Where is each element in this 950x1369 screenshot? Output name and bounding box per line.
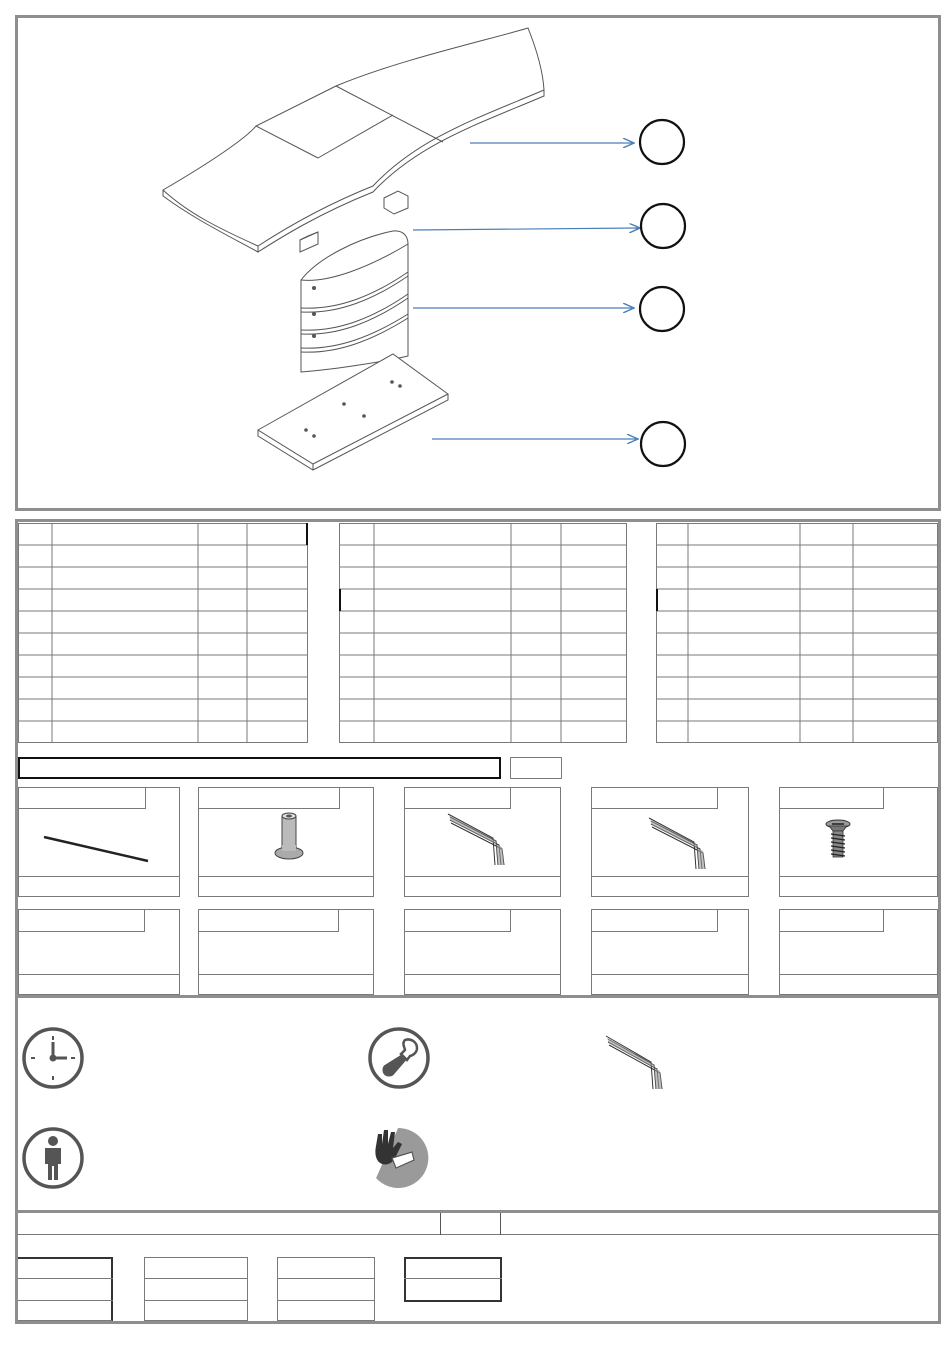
- rod-icon: [40, 831, 152, 867]
- hardware-box-9: [591, 909, 749, 995]
- hardware-box-1: [18, 787, 180, 897]
- hardware-box-8: [404, 909, 561, 995]
- hardware-box-2: [198, 787, 374, 897]
- exploded-view-diagram: [18, 18, 938, 508]
- table-top: [163, 28, 544, 252]
- person-icon: [21, 1126, 85, 1190]
- footer-box-3: [277, 1257, 375, 1321]
- footer-box-1: [18, 1257, 113, 1321]
- hardware-box-7: [198, 909, 374, 995]
- parts-list-table-2: [339, 523, 627, 743]
- barrel-nut-icon: [272, 811, 308, 863]
- allen-key-icon: [446, 811, 514, 867]
- exploded-view-panel: [15, 15, 941, 511]
- hardware-box-10: [779, 909, 938, 995]
- section-divider: [17, 995, 939, 998]
- cleaning-hand-icon: [366, 1126, 430, 1190]
- allen-key-icon: [604, 1033, 672, 1093]
- base-plate: [258, 354, 448, 470]
- hardware-box-3: [404, 787, 561, 897]
- hardware-header-tag: [510, 757, 562, 779]
- clock-icon: [21, 1026, 85, 1090]
- callout-circle-3: [640, 287, 684, 331]
- callout-arrow-2: [413, 228, 640, 230]
- allen-key-icon: [647, 815, 715, 871]
- callout-circle-1: [640, 120, 684, 164]
- hardware-header-bar: [18, 757, 501, 779]
- callout-circle-4: [641, 422, 685, 466]
- footer-box-2: [144, 1257, 248, 1321]
- pedestal: [301, 231, 408, 372]
- screw-icon: [823, 819, 853, 861]
- callout-circle-2: [641, 204, 685, 248]
- hardware-box-6: [18, 909, 180, 995]
- hardware-box-5: [779, 787, 938, 897]
- hardware-box-4: [591, 787, 749, 897]
- parts-list-table-3: [656, 523, 938, 743]
- wrench-icon: [367, 1026, 431, 1090]
- footer-header-row: [17, 1213, 939, 1235]
- footer-box-4: [404, 1257, 502, 1302]
- parts-list-table-1: [18, 523, 308, 743]
